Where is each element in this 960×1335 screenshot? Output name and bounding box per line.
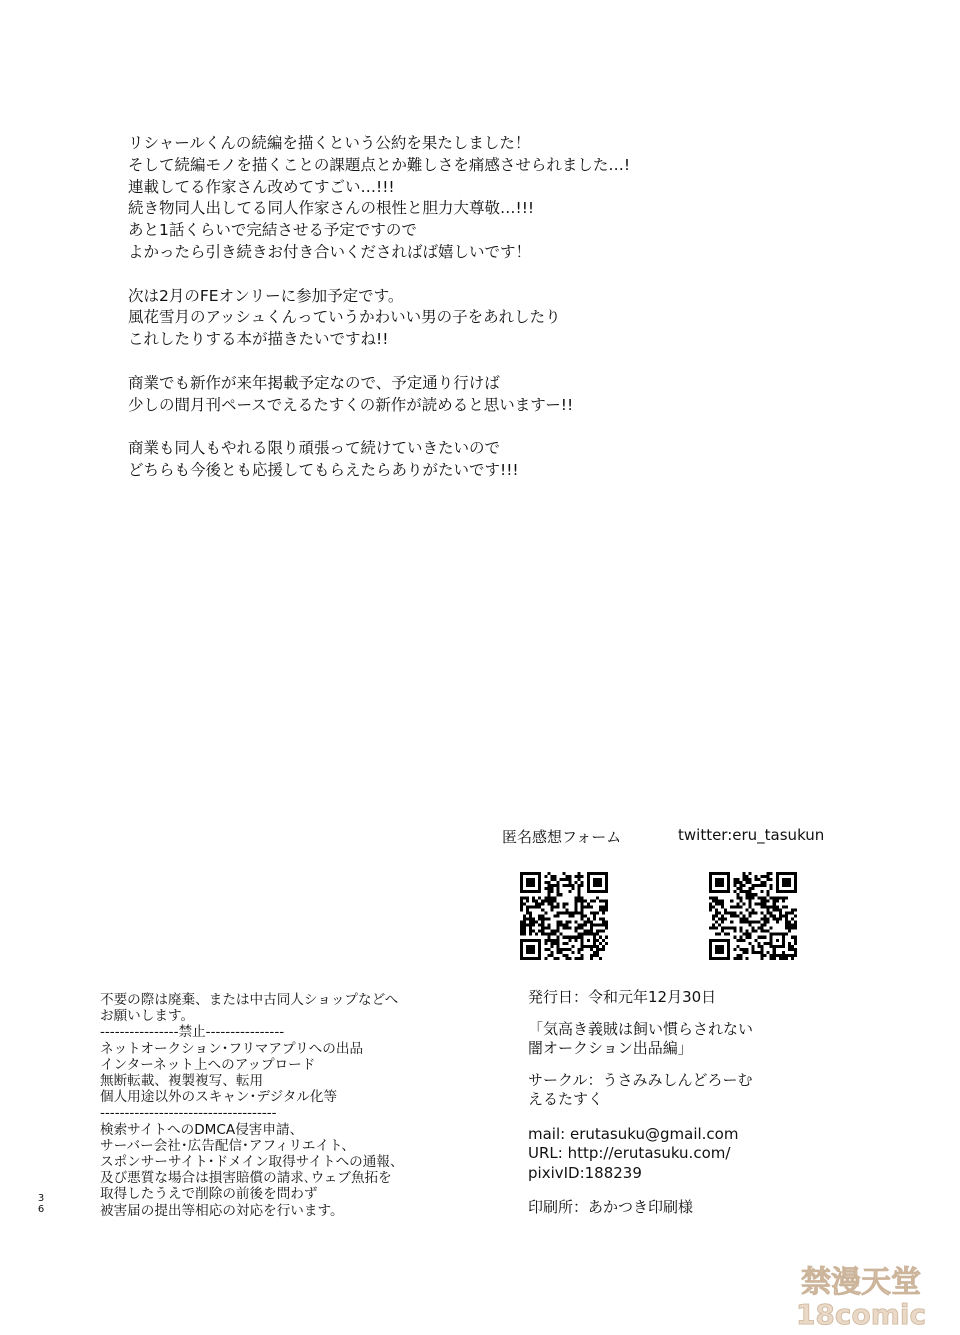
colophon	[528, 988, 908, 1233]
book-title: 「気高き義賊は飼い慣らされない 闇オークション出品編」	[528, 1019, 754, 1057]
usage-rules	[100, 992, 460, 1219]
qr-code-icon[interactable]	[709, 872, 797, 960]
page-number	[37, 1193, 45, 1215]
rules-line: インターネット上へのアップロード	[100, 1056, 316, 1073]
rules-line: サーバー会社･広告配信･アフィリエイト、	[100, 1137, 356, 1154]
rules-line: 無断転載、複製複写、転用	[100, 1073, 264, 1090]
afterword-paragraph: 次は2月のFEオンリーに参加予定です。 風花雪月のアッシュくんっていうかわいい男の子をあれしたり これしたりする本が描きたいですね!!	[128, 286, 561, 349]
rules-line: ネットオークション･フリマアプリへの出品	[100, 1040, 364, 1057]
watermark-top-text: 禁漫天堂	[801, 1265, 921, 1300]
rules-line: 個人用途以外のスキャン･デジタル化等	[100, 1089, 338, 1106]
rules-line: 取得したうえで削除の前後を問わず	[100, 1186, 318, 1203]
rules-line: ------------------------------------	[100, 1105, 277, 1122]
afterword	[128, 133, 848, 504]
watermark-bottom-text: 18comic	[795, 1298, 927, 1330]
contact-info: mail: erutasuku@gmail.com URL: http://erutasuku.com/ pixivID:188239	[528, 1124, 739, 1182]
rules-line: お願いします。	[100, 1008, 195, 1025]
site-watermark-logo	[776, 1262, 946, 1330]
rules-line: 被害届の提出等相応の対応を行います。	[100, 1202, 344, 1219]
rules-line: 不要の際は廃棄、または中古同人ショップなどへ	[100, 992, 399, 1008]
afterword-paragraph: 商業も同人もやれる限り頑張って続けていきたいので どちらも今後とも応援してもらえたらありがたいです!!!	[128, 439, 519, 479]
rules-line: 及び悪質な場合は損害賠償の請求､ウェブ魚拓を	[100, 1170, 392, 1187]
rules-line: ----------------禁止----------------	[100, 1024, 285, 1041]
afterword-paragraph: リシャールくんの続編を描くという公約を果たしました！ そして続編モノを描くことの課題点とか難しさを痛感させられました…! 連載してる作家さん改めてすごい…!!! 続き物同人出してる同人作家さんの根性と胆力大尊敬…!!! あと1話くらいで完結させる予定ですので よかったら引き続きお付き合いくださればば嬉しいです！	[128, 134, 631, 261]
rules-line: スポンサーサイト･ドメイン取得サイトへの通報、	[100, 1154, 404, 1171]
qr-code-icon[interactable]	[520, 872, 608, 960]
publish-date: 発行日：令和元年12月30日	[528, 988, 717, 1006]
page-number-text: 36	[37, 1193, 45, 1215]
feedback-form-label: 匿名感想フォーム	[502, 828, 622, 846]
circle-name: サークル：うさみみしんどろーむ えるたすく	[528, 1070, 753, 1108]
twitter-label: twitter:eru_tasukun	[678, 826, 825, 844]
printer: 印刷所：あかつき印刷様	[528, 1198, 694, 1216]
afterword-paragraph: 商業でも新作が来年掲載予定なので、予定通り行けば 少しの間月刊ペースでえるたすくの新作が読めると思いますー!!	[128, 373, 574, 414]
rules-line: 検索サイトへのDMCA侵害申請、	[100, 1121, 304, 1138]
